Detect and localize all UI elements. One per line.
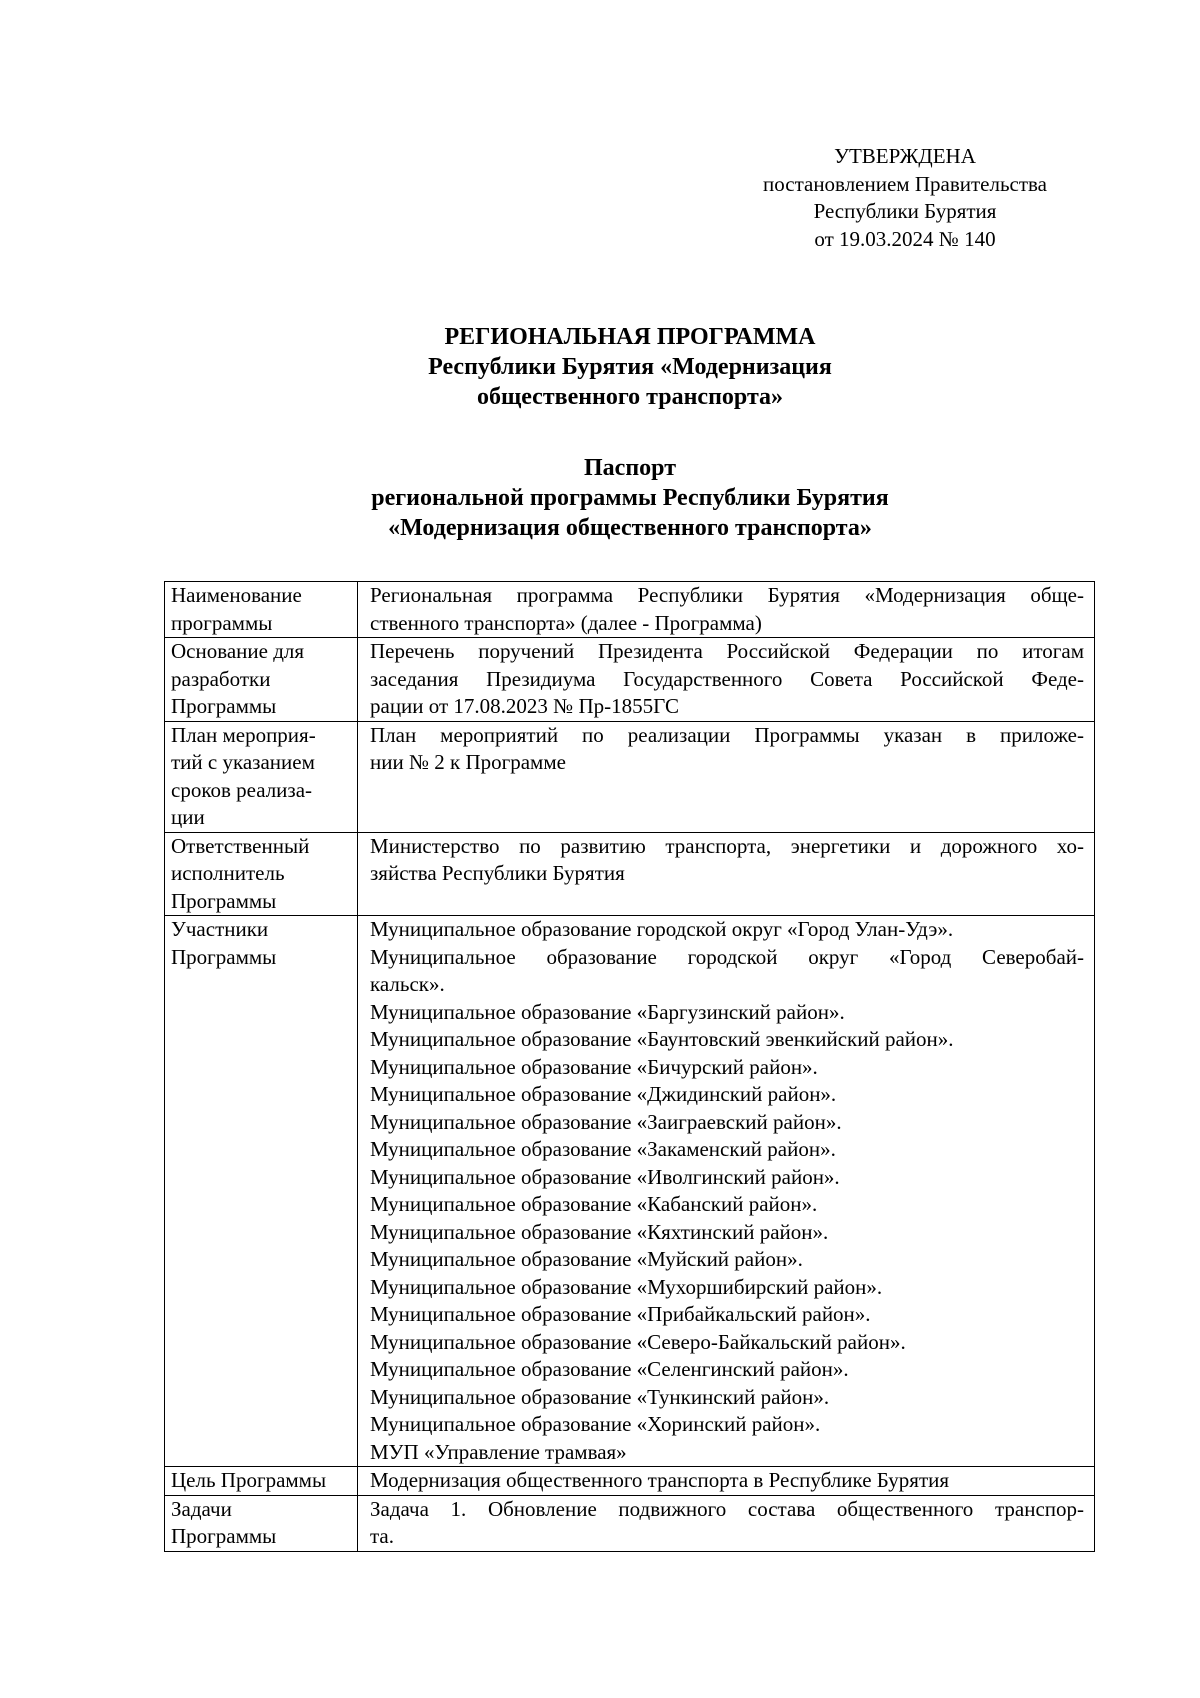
table-row [165, 832, 1095, 916]
approval-republic: Республики Бурятия [813, 199, 997, 223]
row-label-line: программы [171, 610, 273, 635]
row-value-cell [358, 721, 1095, 832]
row-value-line: Муниципальное образование «Селенгинский район». [370, 1357, 849, 1381]
passport-title-line: «Модернизация общественного транспорта» [388, 515, 872, 541]
row-value-line: Модернизация общественного транспорта в Республике Бурятия [370, 1468, 950, 1492]
program-title-line: общественного транспорта» [476, 384, 784, 410]
row-value-cell [358, 1495, 1095, 1551]
program-title-line: РЕГИОНАЛЬНАЯ ПРОГРАММА [444, 324, 816, 350]
row-label-cell [165, 638, 358, 722]
row-label-line: Цель Программы [171, 1468, 327, 1492]
row-value-line: Муниципальное образование «Баунтовский эвенкийский район». [370, 1027, 954, 1051]
row-label-cell [165, 1467, 358, 1496]
row-value-line: Муниципальное образование городской округ «Город Северобай- [370, 944, 1084, 969]
row-label-line: Программы [171, 888, 277, 913]
passport-title [150, 453, 1110, 543]
passport-title-line: региональной программы Республики Бурятия [371, 485, 889, 511]
table-row [165, 1467, 1095, 1496]
row-value-line: Министерство по развитию транспорта, энергетики и дорожного хо- [370, 833, 1084, 858]
row-label-cell [165, 832, 358, 916]
row-value-line: Региональная программа Республики Бурятия «Модернизация обще- [370, 583, 1084, 607]
row-value-line: Муниципальное образование «Бичурский район». [370, 1054, 818, 1079]
row-value-line: рации от 17.08.2023 № Пр-1855ГС [370, 694, 680, 718]
row-value-cell [358, 638, 1095, 722]
row-label-line: тий с указанием [171, 750, 315, 774]
row-value-line: заседания Президиума Государственного Совета Российской Феде- [370, 666, 1084, 691]
row-value-line: Муниципальное образование «Муйский район». [370, 1247, 803, 1271]
passport-table-body [165, 582, 1095, 1552]
row-label-cell [165, 916, 358, 1467]
table-row [165, 721, 1095, 832]
row-value-cell [358, 916, 1095, 1467]
table-row [165, 1495, 1095, 1551]
row-value-line: План мероприятий по реализации Программы указан в приложе- [370, 722, 1084, 747]
approval-heading: УТВЕРЖДЕНА [834, 144, 976, 168]
row-value-line: Муниципальное образование «Тункинский район». [370, 1384, 830, 1409]
row-label-line: Задачи [171, 1496, 232, 1521]
row-value-line: Муниципальное образование городской округ «Город Улан-Удэ». [370, 917, 954, 941]
row-value-line: Муниципальное образование «Джидинский район». [370, 1082, 837, 1106]
row-value-line: Задача 1. Обновление подвижного состава общественного транспор- [370, 1496, 1084, 1521]
row-value-line: Муниципальное образование «Закаменский район». [370, 1137, 836, 1161]
passport-title-line: Паспорт [584, 455, 676, 481]
row-label-line: Ответственный [171, 833, 310, 858]
row-value-cell [358, 582, 1095, 638]
program-title [150, 322, 1110, 412]
row-value-line: Муниципальное образование «Баргузинский район». [370, 999, 845, 1024]
row-value-line: Муниципальное образование «Кяхтинский район». [370, 1219, 829, 1244]
row-label-line: План мероприя- [171, 722, 316, 747]
approval-stamp [720, 143, 1090, 253]
row-value-line: нии № 2 к Программе [370, 750, 566, 774]
row-value-line: Муниципальное образование «Мухоршибирский район». [370, 1274, 883, 1299]
row-label-cell [165, 582, 358, 638]
approval-decree: постановлением Правительства [762, 171, 1047, 196]
program-title-line: Республики Бурятия «Модернизация [428, 354, 832, 380]
row-value-line: Муниципальное образование «Северо-Байкальский район». [370, 1329, 906, 1354]
row-value-line: Муниципальное образование «Хоринский район». [370, 1412, 821, 1436]
row-label-cell [165, 1495, 358, 1551]
table-row [165, 582, 1095, 638]
row-label-line: Основание для [171, 639, 305, 663]
row-label-line: Программы [171, 944, 277, 969]
row-value-line: Перечень поручений Президента Российской Федерации по итогам [370, 639, 1084, 663]
row-value-line: Муниципальное образование «Заиграевский район». [370, 1109, 842, 1134]
row-value-line: кальск». [370, 972, 445, 996]
row-label-line: разработки [171, 666, 271, 691]
table-row [165, 638, 1095, 722]
row-value-line: МУП «Управление трамвая» [370, 1439, 627, 1464]
row-value-line: Муниципальное образование «Прибайкальский район». [370, 1302, 871, 1326]
row-label-line: сроков реализа- [171, 777, 313, 802]
row-label-line: Наименование [171, 583, 302, 607]
row-value-line: ственного транспорта» (далее - Программа) [370, 610, 762, 635]
row-label-line: Программы [171, 1524, 277, 1548]
row-label-line: Участники [171, 917, 269, 941]
row-value-line: зяйства Республики Бурятия [370, 861, 625, 885]
row-value-cell [358, 1467, 1095, 1496]
row-value-cell [358, 832, 1095, 916]
row-value-line: Муниципальное образование «Иволгинский район». [370, 1164, 840, 1189]
row-label-cell [165, 721, 358, 832]
row-value-line: та. [370, 1524, 395, 1548]
approval-date-number: от 19.03.2024 № 140 [814, 226, 996, 251]
row-label-line: исполнитель [171, 861, 285, 885]
row-label-line: Программы [171, 694, 277, 718]
row-label-line: ции [171, 805, 205, 829]
passport-table [164, 581, 1095, 1552]
row-value-line: Муниципальное образование «Кабанский район». [370, 1192, 818, 1216]
table-row [165, 916, 1095, 1467]
